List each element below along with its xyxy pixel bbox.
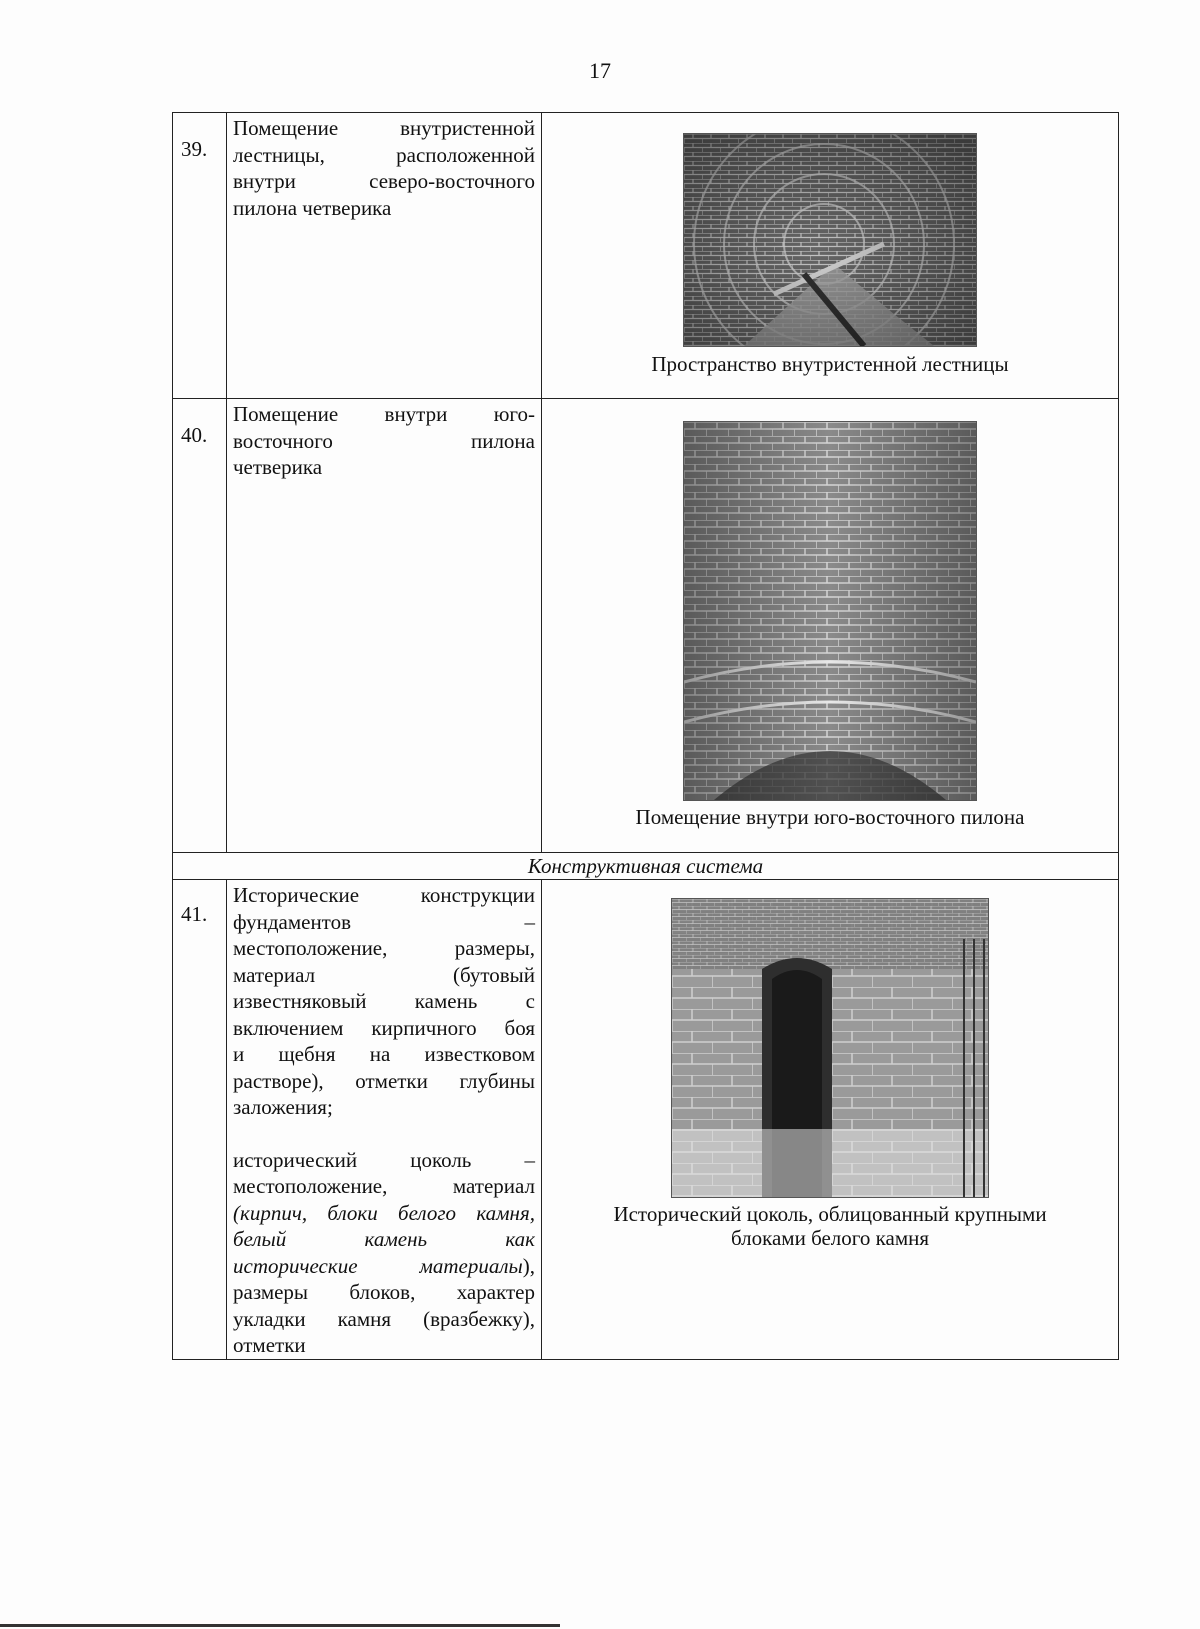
photo-caption: Помещение внутри юго-восточного пилона (635, 805, 1025, 829)
desc-line: восточного пилона (233, 428, 535, 453)
desc-line: фундаментов – (233, 909, 535, 934)
table-row-39 (173, 113, 1119, 399)
photo-cell (542, 399, 1119, 853)
photo-cell (542, 880, 1119, 1360)
desc-line: пилона четверика (233, 195, 392, 220)
desc-line: материал (бутовый (233, 962, 535, 987)
desc-line: размеры блоков, характер (233, 1280, 535, 1304)
heritage-table (172, 112, 1119, 1360)
desc-line: Исторические конструкции (233, 883, 535, 907)
italic-text: исторические материалы (233, 1253, 523, 1278)
desc-line: укладки камня (вразбежку), (233, 1306, 535, 1331)
desc-line: Помещение внутристенной (233, 116, 535, 140)
desc-line: и щебня на известковом (233, 1042, 535, 1066)
photo-caption (542, 1202, 1118, 1250)
desc-line: Помещение внутри юго- (233, 402, 535, 426)
desc-line-italic (233, 1226, 535, 1253)
caption-line: Исторический цоколь, облицованный крупными (613, 1202, 1047, 1226)
plain-text: ), (522, 1253, 535, 1278)
desc-line: заложения; (233, 1095, 333, 1119)
pylon-room-photo (683, 421, 977, 801)
italic-text: белый камень как (233, 1227, 535, 1251)
desc-line: местоположение, размеры, (233, 936, 535, 960)
photo-cell (542, 113, 1119, 399)
desc-line: четверика (233, 455, 323, 479)
table-row-40 (173, 399, 1119, 853)
row-description (227, 399, 542, 853)
desc-line: включением кирпичного боя (233, 1015, 535, 1040)
desc-line: лестницы, расположенной (233, 142, 535, 167)
row-description (227, 880, 542, 1360)
desc-line: внутри северо-восточного (233, 169, 535, 193)
page-number: 17 (589, 58, 611, 83)
caption-line: блоками белого камня (730, 1226, 930, 1250)
scan-edge-line (0, 1624, 560, 1627)
desc-line-mixed (233, 1253, 535, 1280)
italic-text: (кирпич, блоки белого камня, (233, 1200, 535, 1225)
desc-line: отметки (233, 1333, 306, 1357)
row-number: 40. (173, 399, 227, 853)
desc-line: растворе), отметки глубины (233, 1068, 535, 1093)
row-number: 41. (173, 880, 227, 1360)
plinth-photo (671, 898, 989, 1198)
stairwell-photo (683, 133, 977, 347)
table-row-41 (173, 880, 1119, 1360)
paragraph-gap (233, 1121, 535, 1147)
desc-line: исторический цоколь – (233, 1147, 535, 1172)
row-number: 39. (173, 113, 227, 399)
desc-line-italic (233, 1200, 535, 1227)
desc-line: местоположение, материал (233, 1174, 535, 1198)
section-heading: Конструктивная система (173, 853, 1119, 880)
section-heading-row (173, 853, 1119, 880)
row-description (227, 113, 542, 399)
photo-caption: Пространство внутристенной лестницы (651, 352, 1009, 376)
desc-line: известняковый камень с (233, 989, 535, 1013)
